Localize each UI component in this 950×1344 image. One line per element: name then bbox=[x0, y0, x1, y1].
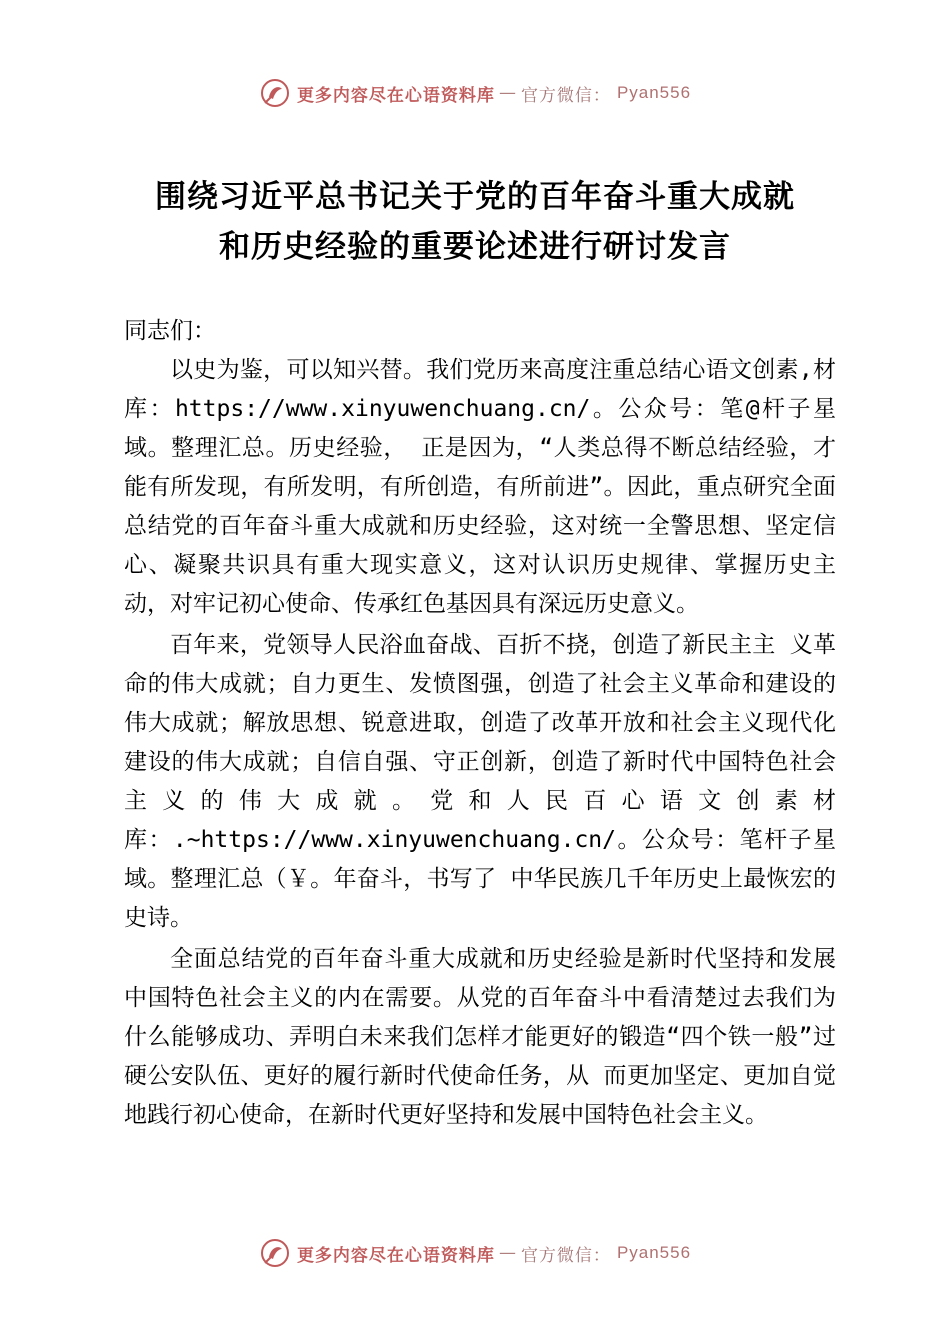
watermark-wechat-label: 官方微信： bbox=[520, 1245, 611, 1266]
watermark-separator: — bbox=[498, 83, 517, 103]
document-title bbox=[0, 172, 950, 272]
document-body bbox=[124, 312, 836, 1135]
footer-watermark bbox=[0, 1235, 950, 1271]
title-line-2: 和历史经验的重要论述进行研讨发言 bbox=[219, 229, 731, 265]
paragraph: 全面总结党的百年奋斗重大成就和历史经验是新时代坚持和发展中国特色社会主义的内在需要。从党的百年奋斗中看清楚过去我们为什么能够成功、弄明白未来我们怎样才能更好的锻造“四个铁一般”过硬公安队伍、更好的履行新时代使命任务，从 而更加坚定、更加自觉地践行初心使命，在新时代更好坚持和发展中国特色社会主义。 bbox=[124, 946, 836, 1128]
watermark-wechat-id: Pyan556 bbox=[616, 1243, 692, 1262]
title-line-1: 围绕习近平总书记关于党的百年奋斗重大成就 bbox=[155, 179, 795, 215]
watermark-separator: — bbox=[498, 1243, 517, 1263]
rose-logo-icon bbox=[259, 77, 291, 109]
paragraph: 百年来，党领导人民浴血奋战、百折不挠，创造了新民主主 义革命的伟大成就；自力更生、发愤图强，创造了社会主义革命和建设的伟大成就；解放思想、锐意进取，创造了改革开放和社会主义现代化建设的伟大成就；自信自强、守正创新，创造了新时代中国特色社会主义的伟大成就。党和人民百心语文创素材库：.~https://www.xinyuwenchuang.cn/。公众号：笔杆子星域。整理汇总（￥。年奋斗，书写了 中华民族几千年历史上最恢宏的史诗。 bbox=[124, 632, 836, 931]
rose-logo-icon bbox=[259, 1237, 291, 1269]
watermark-main-text: 更多内容尽在心语资料库 bbox=[296, 1245, 495, 1266]
watermark-wechat-label: 官方微信： bbox=[520, 85, 611, 106]
header-watermark bbox=[0, 75, 950, 111]
watermark-wechat-id: Pyan556 bbox=[616, 83, 692, 102]
salutation: 同志们： bbox=[124, 318, 216, 344]
watermark-main-text: 更多内容尽在心语资料库 bbox=[296, 85, 495, 106]
paragraph: 以史为鉴，可以知兴替。我们党历来高度注重总结心语文创素,材库：https://www.xinyuwenchuang.cn/。公众号：笔@杆子星域。整理汇总。历史经验， 正是因为，“人类总得不断总结经验，才能有所发现，有所发明，有所创造，有所前进”。因此，重点研究全面总结党的百年奋斗重大成就和历史经验，这对统一全警思想、坚定信心、凝聚共识具有重大现实意义，这对认识历史规律、掌握历史主动，对牢记初心使命、传承红色基因具有深远历史意义。 bbox=[124, 357, 836, 617]
